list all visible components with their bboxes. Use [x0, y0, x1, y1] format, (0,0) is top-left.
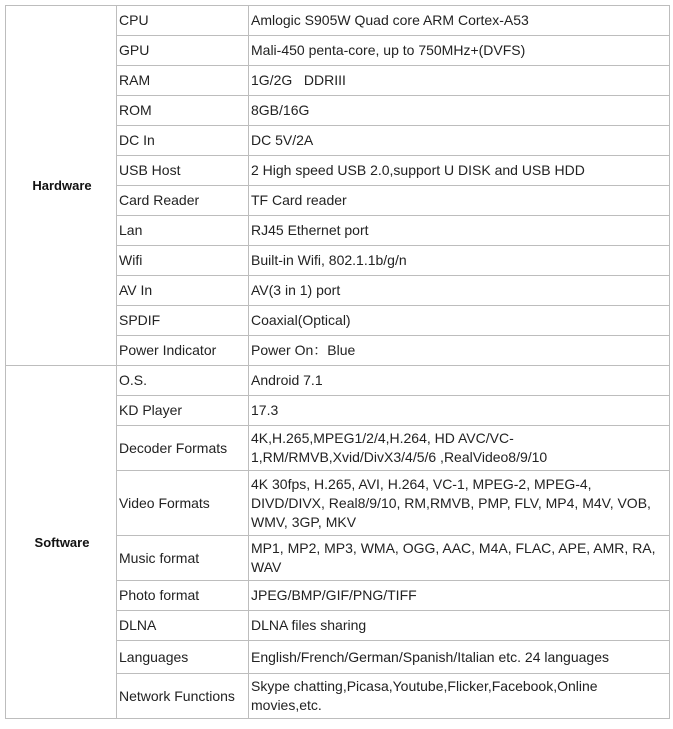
spec-label: Card Reader: [117, 186, 249, 216]
spec-label: Languages: [117, 641, 249, 674]
spec-label: Music format: [117, 536, 249, 581]
spec-label: Wifi: [117, 246, 249, 276]
table-row: [6, 6, 670, 36]
spec-value: Mali-450 penta-core, up to 750MHz+(DVFS): [249, 36, 670, 66]
spec-value: AV(3 in 1) port: [249, 276, 670, 306]
spec-label: RAM: [117, 66, 249, 96]
spec-value: RJ45 Ethernet port: [249, 216, 670, 246]
spec-value: 4K,H.265,MPEG1/2/4,H.264, HD AVC/VC-1,RM/RMVB,Xvid/DivX3/4/5/6 ,RealVideo8/9/10: [249, 426, 670, 471]
spec-label: GPU: [117, 36, 249, 66]
spec-value: Android 7.1: [249, 366, 670, 396]
spec-label: USB Host: [117, 156, 249, 186]
spec-value: MP1, MP2, MP3, WMA, OGG, AAC, M4A, FLAC, APE, AMR, RA, WAV: [249, 536, 670, 581]
spec-label: Decoder Formats: [117, 426, 249, 471]
section-software: Software: [6, 366, 117, 719]
spec-value: Coaxial(Optical): [249, 306, 670, 336]
table-row: [6, 366, 670, 396]
spec-value: DLNA files sharing: [249, 611, 670, 641]
spec-table: [5, 5, 670, 719]
spec-value: 1G/2G DDRIII: [249, 66, 670, 96]
spec-value: Amlogic S905W Quad core ARM Cortex-A53: [249, 6, 670, 36]
spec-value: English/French/German/Spanish/Italian etc. 24 languages: [249, 641, 670, 674]
spec-value: Power On：Blue: [249, 336, 670, 366]
spec-label: Network Functions: [117, 674, 249, 719]
spec-label: Power Indicator: [117, 336, 249, 366]
spec-label: SPDIF: [117, 306, 249, 336]
spec-value: Skype chatting,Picasa,Youtube,Flicker,Facebook,Online movies,etc.: [249, 674, 670, 719]
spec-label: ROM: [117, 96, 249, 126]
spec-label: CPU: [117, 6, 249, 36]
spec-value: JPEG/BMP/GIF/PNG/TIFF: [249, 581, 670, 611]
spec-label: O.S.: [117, 366, 249, 396]
spec-value: TF Card reader: [249, 186, 670, 216]
spec-label: DC In: [117, 126, 249, 156]
spec-value: 8GB/16G: [249, 96, 670, 126]
spec-value: 17.3: [249, 396, 670, 426]
spec-value: 4K 30fps, H.265, AVI, H.264, VC-1, MPEG-2, MPEG-4, DIVD/DIVX, Real8/9/10, RM,RMVB, PMP, FLV, MP4, M4V, VOB, WMV, 3GP, MKV: [249, 471, 670, 536]
spec-label: AV In: [117, 276, 249, 306]
spec-value: DC 5V/2A: [249, 126, 670, 156]
spec-value: 2 High speed USB 2.0,support U DISK and USB HDD: [249, 156, 670, 186]
spec-label: Lan: [117, 216, 249, 246]
section-hardware: Hardware: [6, 6, 117, 366]
spec-label: Photo format: [117, 581, 249, 611]
spec-value: Built-in Wifi, 802.1.1b/g/n: [249, 246, 670, 276]
spec-label: Video Formats: [117, 471, 249, 536]
spec-label: DLNA: [117, 611, 249, 641]
spec-label: KD Player: [117, 396, 249, 426]
